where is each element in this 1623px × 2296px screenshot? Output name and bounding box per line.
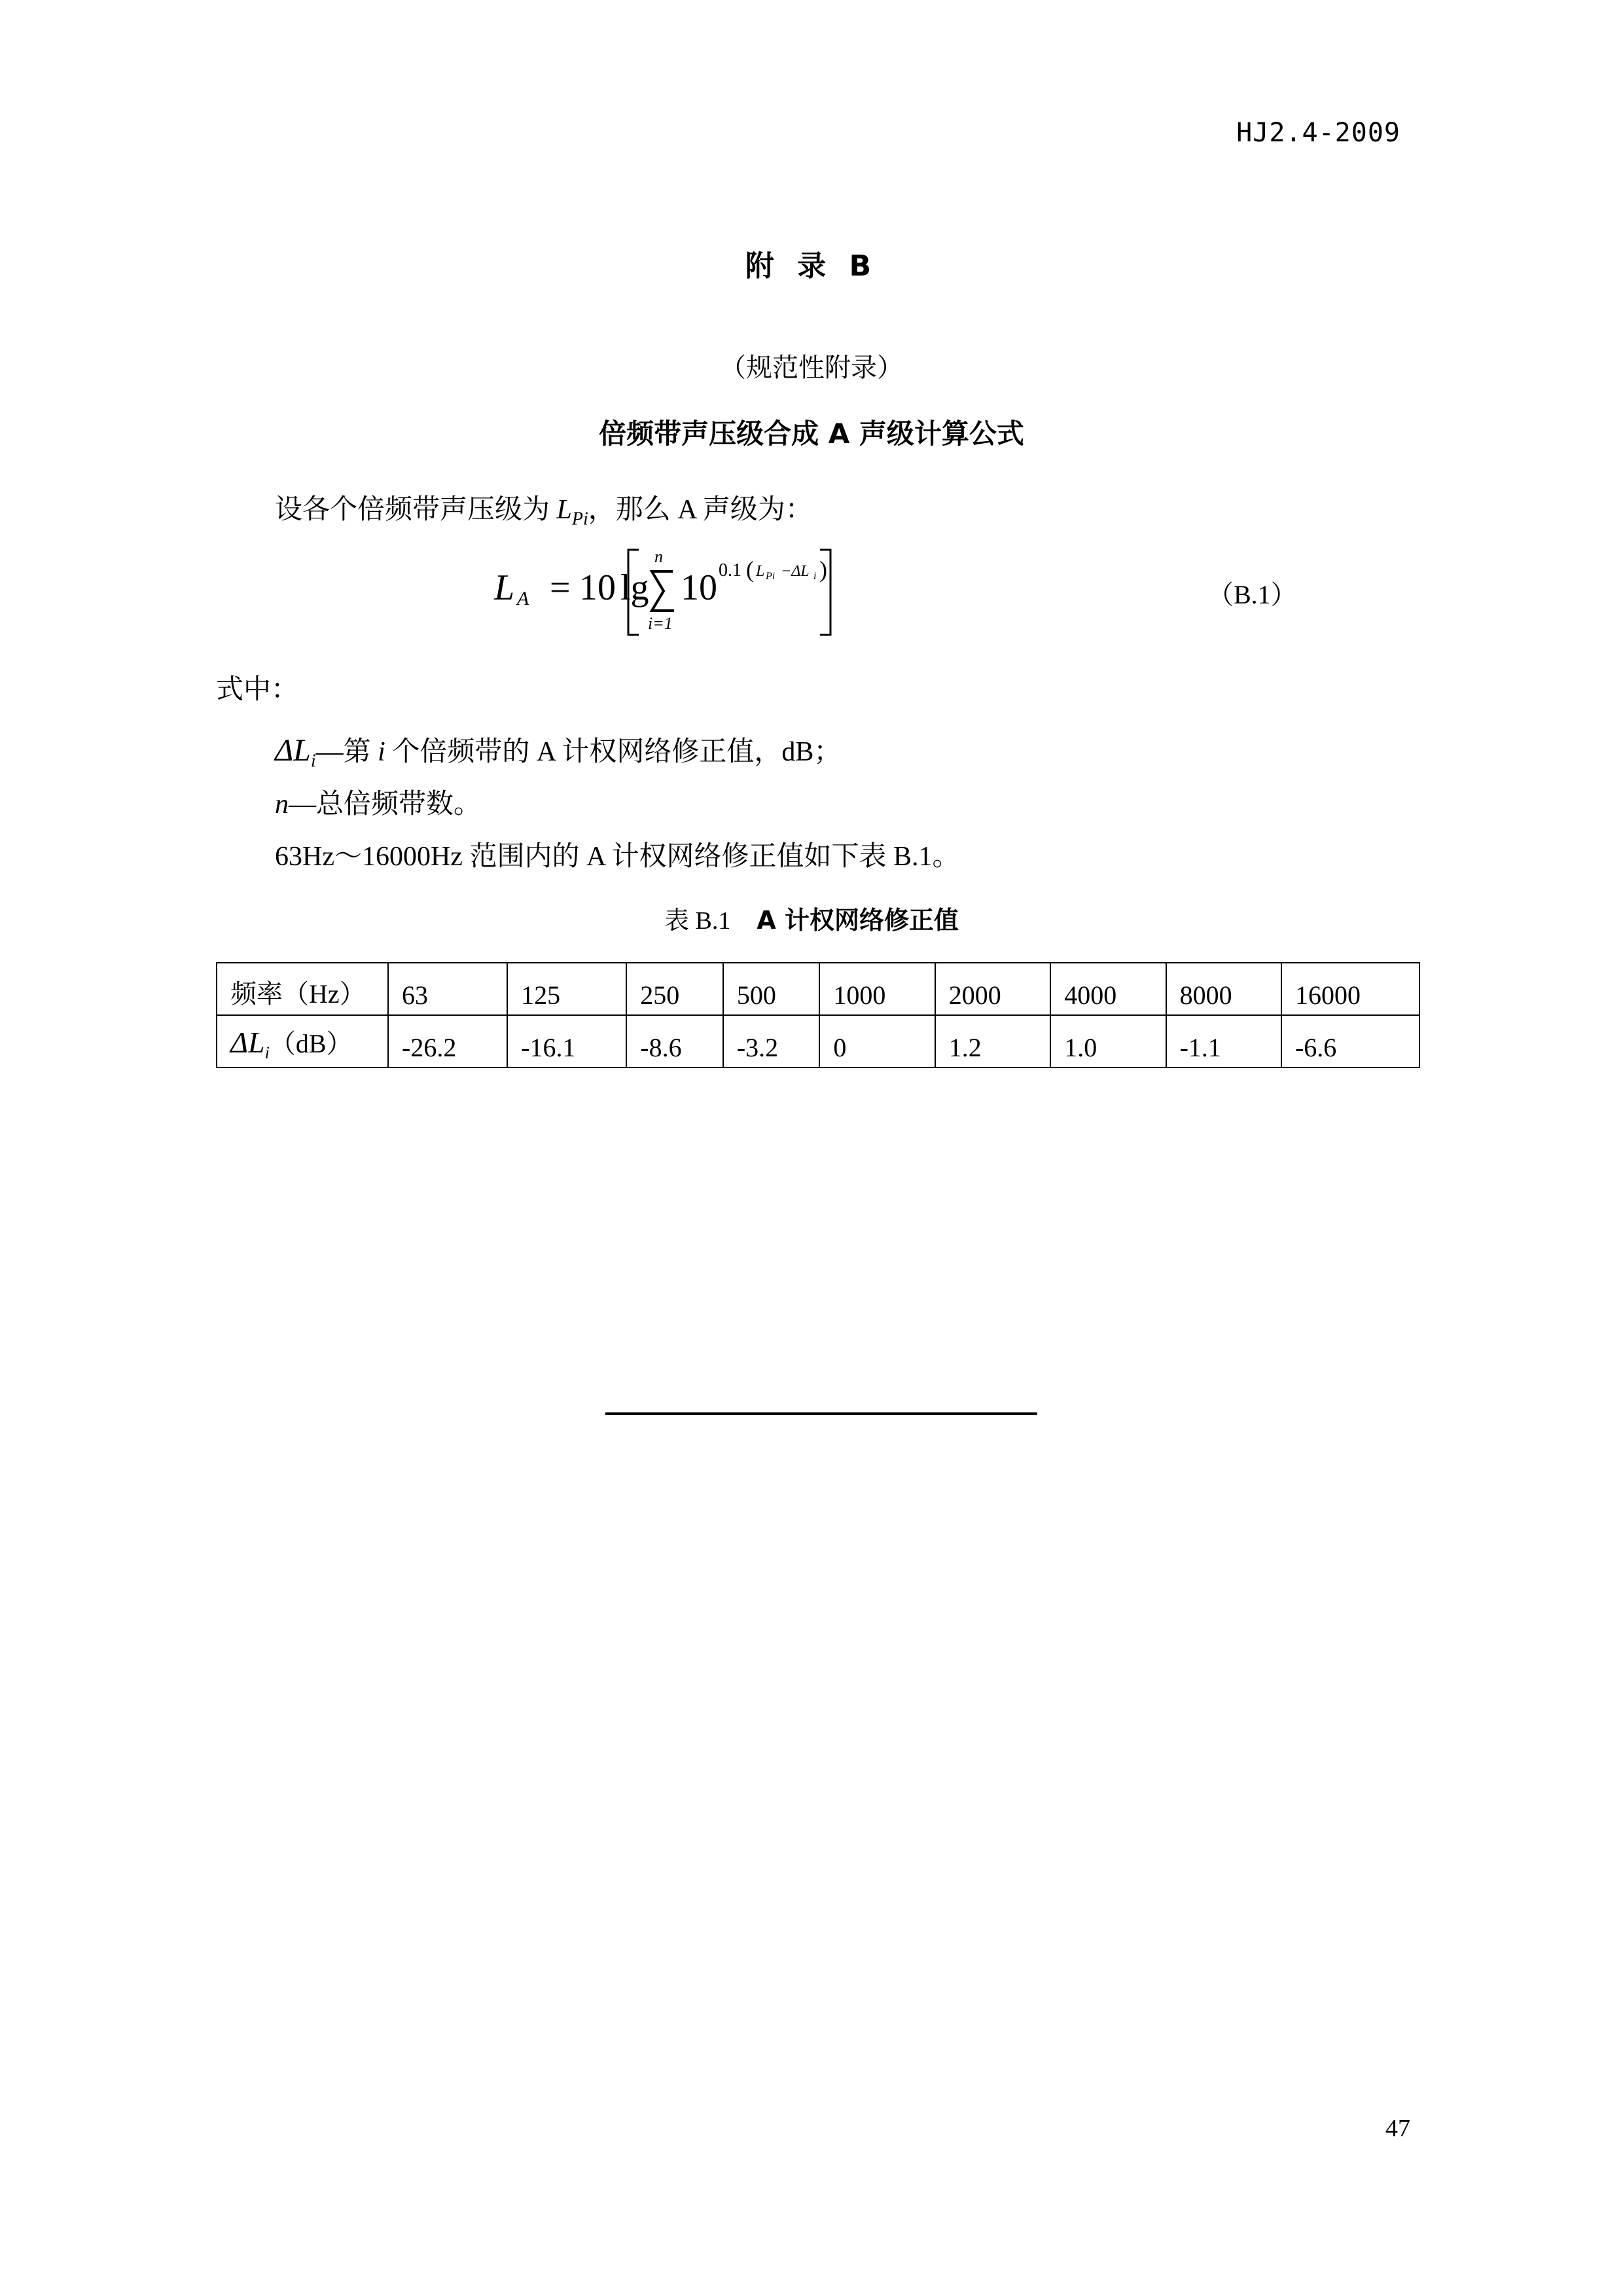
sum-lower-limit: i=1 xyxy=(648,614,673,633)
table-cell-frequency: 250 xyxy=(626,963,723,1015)
exp-term1-sub: Pi xyxy=(766,571,776,582)
table-caption-title: A 计权网络修正值 xyxy=(757,906,959,935)
appendix-title: 附 录 B xyxy=(745,249,878,283)
table-cell-correction: -6.6 xyxy=(1281,1015,1419,1067)
range-sentence: 63Hz～16000Hz 范围内的 A 计权网络修正值如下表 B.1。 xyxy=(275,842,960,872)
header-delta-sub: i xyxy=(264,1043,270,1062)
exp-term2: −ΔL xyxy=(781,563,810,580)
header-delta-symbol: ΔL xyxy=(230,1026,265,1059)
definition-n xyxy=(275,782,481,821)
formula-exp-coef: 0.1 xyxy=(719,560,741,581)
delta-symbol: ΔL xyxy=(275,733,311,768)
delta-var: i xyxy=(378,737,385,767)
delta-text: 个倍频带的 A 计权网络修正值，dB； xyxy=(385,737,842,767)
table-cell-correction: 0 xyxy=(819,1015,935,1067)
left-bracket-icon xyxy=(628,550,639,635)
intro-symbol-sub: Pi xyxy=(571,509,588,529)
table-row-frequency xyxy=(217,963,1419,1015)
formula-b1 xyxy=(0,0,1623,655)
formula-lhs: L xyxy=(494,567,515,608)
definition-delta xyxy=(275,730,841,772)
table-cell-frequency: 63 xyxy=(388,963,507,1015)
table-cell-frequency: 500 xyxy=(723,963,820,1015)
table-row-correction xyxy=(217,1015,1419,1067)
n-text: —总倍频带数。 xyxy=(289,789,482,819)
end-rule xyxy=(605,1412,1037,1415)
table-cell-frequency: 4000 xyxy=(1050,963,1166,1015)
table-cell-correction: -8.6 xyxy=(626,1015,723,1067)
exp-term1: L xyxy=(756,563,765,580)
table-header-frequency: 频率（Hz） xyxy=(217,963,388,1015)
table-caption-number: 表 B.1 xyxy=(664,907,731,935)
intro-symbol: L xyxy=(556,495,572,525)
exp-close-paren: ) xyxy=(819,556,827,583)
table-header-correction xyxy=(217,1015,388,1067)
sum-upper-limit: n xyxy=(654,547,663,566)
exp-term2-sub: i xyxy=(813,571,817,582)
correction-table xyxy=(216,962,1420,1068)
formula-base: 10 xyxy=(681,567,717,608)
table-cell-frequency: 125 xyxy=(507,963,626,1015)
table-cell-frequency: 2000 xyxy=(935,963,1050,1015)
sigma-icon xyxy=(652,571,674,611)
table-cell-correction: -1.1 xyxy=(1166,1015,1281,1067)
n-symbol: n xyxy=(275,789,289,819)
table-cell-frequency: 1000 xyxy=(819,963,935,1015)
intro-prefix: 设各个倍频带声压级为 xyxy=(275,495,557,525)
delta-sub: i xyxy=(310,751,316,772)
formula-log: lg xyxy=(620,567,649,608)
standard-code: HJ2.4-2009 xyxy=(1236,118,1400,148)
page-number: 47 xyxy=(1385,2115,1410,2142)
table-cell-correction: 1.2 xyxy=(935,1015,1050,1067)
section-heading: 倍频带声压级合成 A 声级计算公式 xyxy=(599,418,1024,450)
table-cell-frequency: 8000 xyxy=(1166,963,1281,1015)
table-caption xyxy=(0,900,1623,936)
formula-coefficient: 10 xyxy=(579,567,616,608)
table-cell-correction: -16.1 xyxy=(507,1015,626,1067)
equation-number: （B.1） xyxy=(1207,580,1297,609)
formula-lhs-sub: A xyxy=(517,588,529,609)
table-cell-frequency: 16000 xyxy=(1281,963,1419,1015)
formula-equals: = xyxy=(550,567,571,608)
table-cell-correction: 1.0 xyxy=(1050,1015,1166,1067)
table-cell-correction: -3.2 xyxy=(723,1015,820,1067)
intro-suffix: ，那么 A 声级为： xyxy=(588,495,813,525)
header-unit: （dB） xyxy=(269,1029,353,1058)
appendix-nature: （规范性附录） xyxy=(720,353,903,383)
where-label: 式中： xyxy=(216,675,299,705)
delta-dash: —第 xyxy=(315,737,378,767)
table-cell-correction: -26.2 xyxy=(388,1015,507,1067)
exp-open-paren: ( xyxy=(746,556,754,583)
